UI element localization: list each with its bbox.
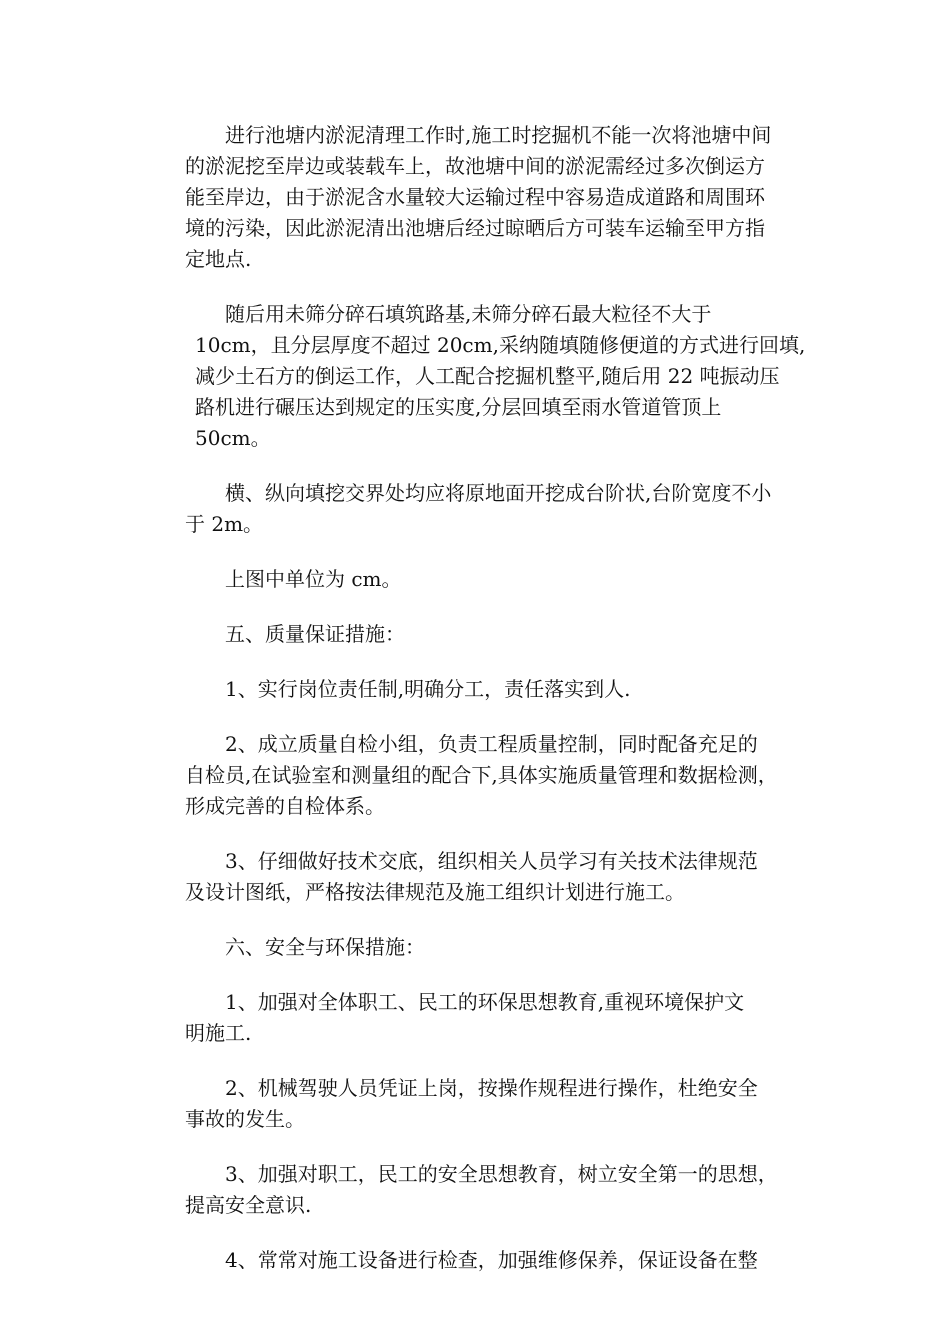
list-item-quality-2 (145, 729, 805, 822)
text-line: 2、机械驾驶人员凭证上岗，按操作规程进行操作，杜绝安全 (225, 1076, 758, 1100)
text-line: 路机进行碾压达到规定的压实度,分层回填至雨水管道管顶上 (195, 395, 722, 419)
text-line: 五、质量保证措施： (225, 622, 405, 646)
text-line: 事故的发生。 (185, 1107, 305, 1131)
text-line: 3、仔细做好技术交底，组织相关人员学习有关技术法律规范 (225, 849, 758, 873)
text-line: 进行池塘内淤泥清理工作时,施工时挖掘机不能一次将池塘中间 (225, 123, 772, 147)
text-line: 于 2m。 (185, 512, 264, 536)
text-line: 定地点. (185, 247, 252, 271)
text-line: 自检员,在试验室和测量组的配合下,具体实施质量管理和数据检测， (185, 763, 778, 787)
text-line: 能至岸边，由于淤泥含水量较大运输过程中容易造成道路和周围环 (185, 185, 765, 209)
list-item-quality-3 (145, 846, 805, 908)
text-line: 境的污染，因此淤泥清出池塘后经过晾晒后方可装车运输至甲方指 (185, 216, 765, 240)
text-line: 10cm，且分层厚度不超过 20cm,采纳随填随修便道的方式进行回填, (195, 333, 806, 357)
text-line: 50cm。 (195, 426, 271, 450)
text-line: 横、纵向填挖交界处均应将原地面开挖成台阶状,台阶宽度不小 (225, 481, 772, 505)
text-line: 明施工. (185, 1021, 252, 1045)
list-item-safety-2 (145, 1073, 805, 1135)
text-line: 上图中单位为 cm。 (225, 567, 402, 591)
text-line: 1、加强对全体职工、民工的环保思想教育,重视环境保护文 (225, 990, 745, 1014)
list-item-safety-3 (145, 1159, 805, 1221)
text-line: 2、成立质量自检小组，负责工程质量控制，同时配备充足的 (225, 732, 758, 756)
document-body (145, 120, 805, 1300)
text-line: 形成完善的自检体系。 (185, 794, 385, 818)
text-line: 及设计图纸，严格按法律规范及施工组织计划进行施工。 (185, 880, 685, 904)
text-line: 1、实行岗位责任制,明确分工，责任落实到人. (225, 677, 631, 701)
list-item-quality-1 (145, 674, 805, 705)
text-line: 4、常常对施工设备进行检查，加强维修保养，保证设备在整 (225, 1248, 758, 1272)
text-line: 减少土石方的倒运工作，人工配合挖掘机整平,随后用 22 吨振动压 (195, 364, 780, 388)
paragraph-roadbed-fill (145, 299, 805, 454)
paragraph-silt-removal (145, 120, 805, 275)
list-item-safety-1 (145, 987, 805, 1049)
section-heading-safety (145, 932, 805, 963)
text-line: 六、安全与环保措施： (225, 935, 425, 959)
paragraph-unit-note (145, 564, 805, 595)
section-heading-quality (145, 619, 805, 650)
text-line: 提高安全意识. (185, 1193, 312, 1217)
paragraph-cut-fill-junction (145, 478, 805, 540)
text-line: 3、加强对职工，民工的安全思想教育，树立安全第一的思想， (225, 1162, 778, 1186)
text-line: 的淤泥挖至岸边或装载车上，故池塘中间的淤泥需经过多次倒运方 (185, 154, 765, 178)
list-item-safety-4 (145, 1245, 805, 1276)
text-line: 随后用未筛分碎石填筑路基,未筛分碎石最大粒径不大于 (225, 302, 712, 326)
